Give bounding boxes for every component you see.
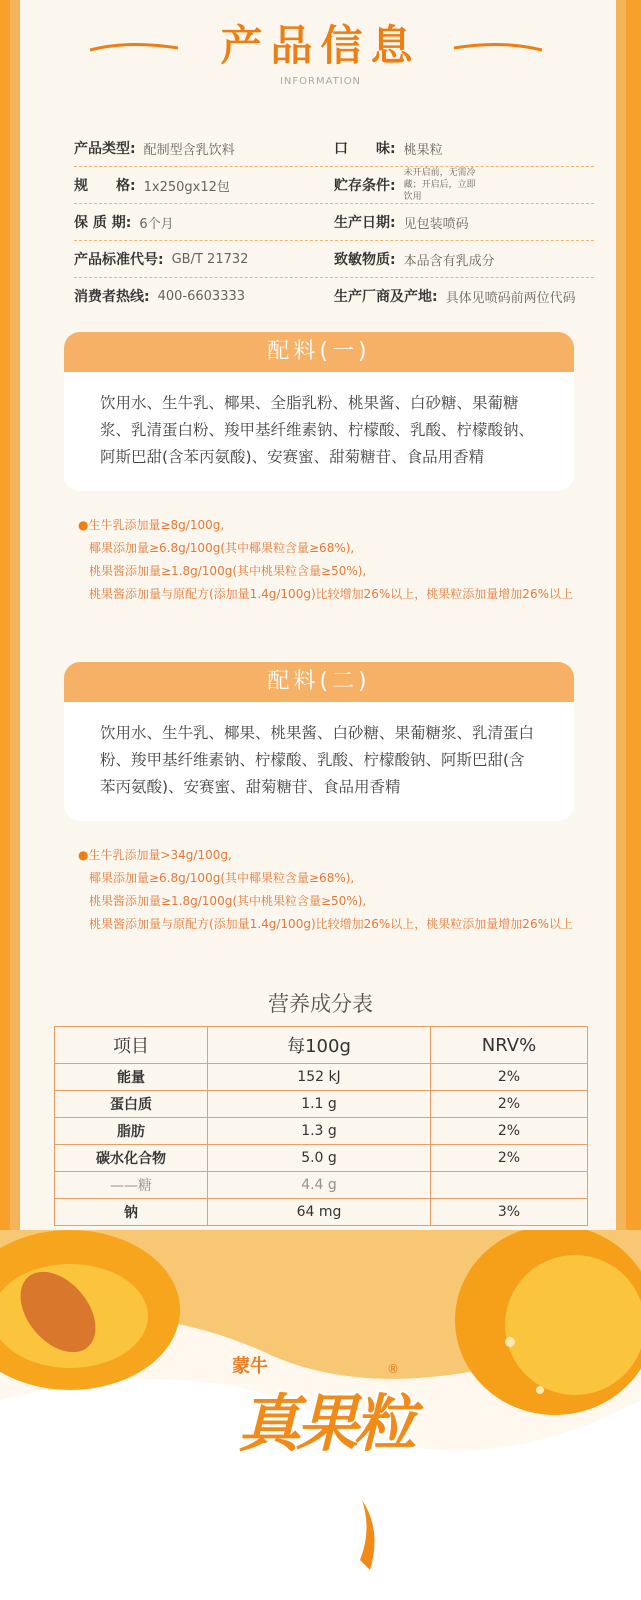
ingredients-card-2 [64,662,574,821]
product-logo: 真果粒 [238,1387,413,1460]
nutrient-nrv: 3% [431,1199,588,1226]
info-row [74,204,594,241]
info-label: 贮存条件: [334,178,396,194]
page-title: 产品信息 [220,21,421,70]
table-row [55,1199,588,1226]
nutrient-nrv: 2% [431,1064,588,1091]
nutrient-name: ——糖 [55,1172,208,1199]
note-line: 生牛乳添加量≥8g/100g, [88,518,225,532]
ingredients-title: 配料(二) [64,662,574,702]
info-value: 本品含有乳成分 [403,253,495,269]
company-logo: 蒙牛 [232,1356,268,1377]
ingredients-text: 饮用水、生牛乳、椰果、全脂乳粉、桃果酱、白砂糖、果葡糖浆、乳清蛋白粉、羧甲基纤维素钠、柠檬酸、乳酸、柠檬酸钠、阿斯巴甜(含苯丙氨酸)、安赛蜜、甜菊糖苷、食品用香精 [100,394,535,466]
nutrient-nrv: 2% [431,1091,588,1118]
note-line: 桃果酱添加量≥1.8g/100g(其中桃果粒含量≥50%), [89,564,367,578]
nutrient-amount: 1.3 g [208,1118,431,1145]
info-label: 保 质 期: [74,215,132,231]
note-line: 桃果酱添加量与原配方(添加量1.4g/100g)比较增加26%以上，桃果粒添加量增加26%以上 [89,917,573,931]
nutrient-name: 蛋白质 [55,1091,208,1118]
note-line: 椰果添加量≥6.8g/100g(其中椰果粒含量≥68%), [89,871,355,885]
nutrient-nrv: 2% [431,1145,588,1172]
info-label: 规 格: [74,178,136,194]
nutrition-header: NRV% [431,1027,588,1064]
nutrient-amount: 152 kJ [208,1064,431,1091]
ingredients-title: 配料(一) [64,332,574,372]
info-value: 具体见喷码前两位代码 [445,290,576,306]
info-label: 产品类型: [74,141,136,157]
info-row [74,167,594,204]
note-line: 椰果添加量≥6.8g/100g(其中椰果粒含量≥68%), [89,541,355,555]
note-line: 桃果酱添加量≥1.8g/100g(其中桃果粒含量≥50%), [89,894,367,908]
info-row [74,241,594,278]
table-row [55,1172,588,1199]
note-line: 生牛乳添加量>34g/100g, [88,848,232,862]
table-row [55,1118,588,1145]
info-row [74,130,594,167]
nutrition-header: 每100g [208,1027,431,1064]
info-value: 配制型含乳饮料 [143,142,235,158]
nutrient-nrv: 2% [431,1118,588,1145]
info-label: 致敏物质: [334,252,396,268]
bullet-icon: ● [78,518,89,532]
info-value: 1x250gx12包 [143,179,230,195]
info-row [74,278,594,314]
page-subtitle: INFORMATION [279,76,362,87]
info-value: 见包装喷码 [403,216,469,232]
nutrition-header-row [55,1027,588,1064]
ingredients-notes-2 [78,844,578,936]
table-row [55,1091,588,1118]
nutrient-nrv [431,1172,588,1199]
info-value: 未开启前，无需冷藏；开启后，立即饮用 [403,168,476,202]
table-row [55,1145,588,1172]
info-value: 桃果粒 [403,142,443,158]
nutrient-amount: 1.1 g [208,1091,431,1118]
info-label: 生产厂商及产地: [334,289,438,305]
info-label: 消费者热线: [74,289,150,305]
info-label: 生产日期: [334,215,396,231]
info-value: GB/T 21732 [171,251,249,267]
ingredients-card-1 [64,332,574,491]
info-label: 口 味: [334,141,396,157]
nutrition-header: 项目 [55,1027,208,1064]
info-value: 400-6603333 [157,288,246,304]
note-line: 桃果酱添加量与原配方(添加量1.4g/100g)比较增加26%以上，桃果粒添加量增加26%以上 [89,587,573,601]
header [0,20,641,87]
nutrition-title: 营养成分表 [268,992,373,1016]
nutrient-name: 能量 [55,1064,208,1091]
registered-mark: ® [387,1362,399,1376]
bullet-icon: ● [78,848,89,862]
ingredients-notes-1 [78,514,578,606]
nutrient-name: 脂肪 [55,1118,208,1145]
nutrient-amount: 64 mg [208,1199,431,1226]
nutrient-amount: 5.0 g [208,1145,431,1172]
nutrient-name: 碳水化合物 [55,1145,208,1172]
nutrition-table [54,1026,588,1226]
table-row [55,1064,588,1091]
nutrient-amount: 4.4 g [208,1172,431,1199]
info-label: 产品标准代号: [74,252,164,268]
ingredients-text: 饮用水、生牛乳、椰果、桃果酱、白砂糖、果葡糖浆、乳清蛋白粉、羧甲基纤维素钠、柠檬酸、乳酸、柠檬酸钠、阿斯巴甜(含苯丙氨酸)、安赛蜜、甜菊糖苷、食品用香精 [100,724,535,796]
info-value: 6个月 [139,216,174,232]
product-info-grid [74,130,594,314]
nutrient-name: 钠 [55,1199,208,1226]
